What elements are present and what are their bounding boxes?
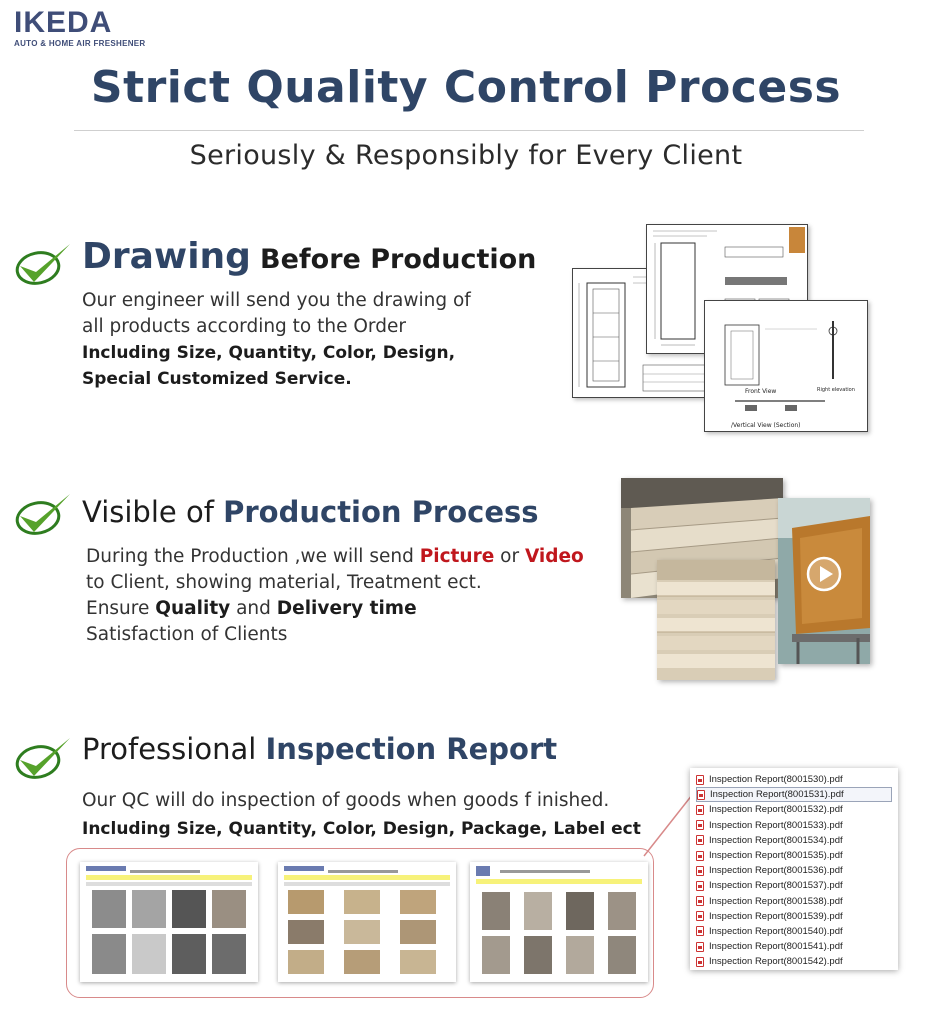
inspection-report-file[interactable] — [696, 833, 892, 848]
inspection-report-file[interactable] — [696, 772, 892, 787]
brand-tagline: AUTO & HOME AIR FRESHENER — [14, 39, 146, 48]
section-inspection-heading — [82, 732, 557, 766]
section-drawing-heading-rest: Before Production — [260, 244, 537, 275]
text-line: all products according to the Order — [82, 316, 406, 337]
inspection-report-thumbnail-2[interactable] — [278, 862, 456, 982]
file-name: Inspection Report(8001537).pdf — [709, 880, 843, 892]
section-production-heading-highlight: Production Process — [223, 495, 539, 529]
pdf-file-icon — [696, 911, 704, 921]
pdf-file-icon — [696, 957, 704, 967]
green-check-icon — [12, 238, 74, 290]
pdf-file-icon — [696, 866, 704, 876]
pdf-file-icon — [696, 926, 704, 936]
brand-name: IKEDA — [14, 6, 113, 39]
pdf-file-icon — [696, 835, 704, 845]
text-line: Our engineer will send you the drawing of — [82, 290, 471, 311]
inspection-report-file[interactable] — [696, 894, 892, 909]
text-line: to Client, showing material, Treatment ect. — [86, 572, 482, 593]
inspection-report-file[interactable] — [696, 939, 892, 954]
section-inspection-heading-highlight: Inspection Report — [265, 732, 558, 766]
green-check-icon — [12, 488, 74, 540]
file-name: Inspection Report(8001534).pdf — [709, 834, 843, 846]
drawing-label-right-elevation: Right elevation — [817, 387, 855, 393]
pdf-file-icon — [696, 805, 704, 815]
inspection-report-file[interactable] — [696, 954, 892, 969]
drawing-label-vertical-view: /Vertical View (Section) — [731, 422, 801, 429]
section-production-text — [86, 544, 584, 648]
pdf-file-icon — [696, 881, 704, 891]
production-video-thumbnail[interactable] — [778, 498, 870, 664]
file-name: Inspection Report(8001535).pdf — [709, 850, 843, 862]
inspection-report-file[interactable] — [696, 802, 892, 817]
section-drawing-heading — [82, 236, 536, 277]
section-inspection-text — [82, 788, 641, 842]
section-production-heading — [82, 495, 539, 529]
inspection-report-thumbnail-1[interactable] — [80, 862, 258, 982]
page-subtitle: Seriously & Responsibly for Every Client — [189, 140, 743, 171]
inspection-report-thumbnail-3[interactable] — [470, 862, 648, 982]
inspection-report-file[interactable] — [696, 818, 892, 833]
inspection-report-file[interactable] — [696, 787, 892, 802]
drawing-label-front-view: Front View — [745, 388, 777, 395]
text-line: Satisfaction of Clients — [86, 624, 288, 645]
file-name: Inspection Report(8001541).pdf — [709, 941, 843, 953]
section-drawing-heading-highlight: Drawing — [82, 236, 251, 277]
file-name: Inspection Report(8001539).pdf — [709, 910, 843, 922]
section-inspection-heading-plain: Professional — [82, 732, 257, 766]
section-production-heading-plain: Visible of — [82, 495, 214, 529]
text-line: During the Production ,we will send Picture or Video — [86, 546, 584, 567]
play-icon[interactable] — [806, 556, 842, 592]
file-name: Inspection Report(8001533).pdf — [709, 819, 843, 831]
inspection-report-file[interactable] — [696, 924, 892, 939]
inspection-report-file[interactable] — [696, 848, 892, 863]
text-line: Ensure Quality and Delivery time — [86, 598, 417, 619]
inspection-report-file[interactable] — [696, 909, 892, 924]
inspection-report-file-list — [690, 768, 898, 970]
file-name: Inspection Report(8001542).pdf — [709, 956, 843, 968]
title-divider — [74, 130, 864, 131]
inspection-report-file[interactable] — [696, 878, 892, 893]
pdf-file-icon — [696, 820, 704, 830]
file-name: Inspection Report(8001536).pdf — [709, 865, 843, 877]
drawing-sheet-elevation — [704, 300, 868, 432]
text-line: Including Size, Quantity, Color, Design, — [82, 343, 456, 363]
pdf-file-icon — [696, 942, 704, 952]
pdf-file-icon — [696, 896, 704, 906]
pdf-file-icon — [697, 790, 705, 800]
file-name: Inspection Report(8001530).pdf — [709, 774, 843, 786]
brand-logo — [14, 8, 146, 48]
pdf-file-icon — [696, 775, 704, 785]
file-name: Inspection Report(8001540).pdf — [709, 925, 843, 937]
text-line: Including Size, Quantity, Color, Design, Package, Label ect — [82, 819, 641, 839]
inspection-report-file[interactable] — [696, 863, 892, 878]
section-drawing-text — [82, 288, 471, 392]
pdf-file-icon — [696, 851, 704, 861]
file-name: Inspection Report(8001532).pdf — [709, 804, 843, 816]
page-title: Strict Quality Control Process — [90, 62, 842, 113]
green-check-icon — [12, 732, 74, 784]
file-name: Inspection Report(8001531).pdf — [710, 789, 844, 801]
production-photo-stacks — [657, 560, 775, 680]
text-line: Our QC will do inspection of goods when goods f inished. — [82, 790, 610, 811]
file-name: Inspection Report(8001538).pdf — [709, 895, 843, 907]
text-line: Special Customized Service. — [82, 369, 352, 389]
